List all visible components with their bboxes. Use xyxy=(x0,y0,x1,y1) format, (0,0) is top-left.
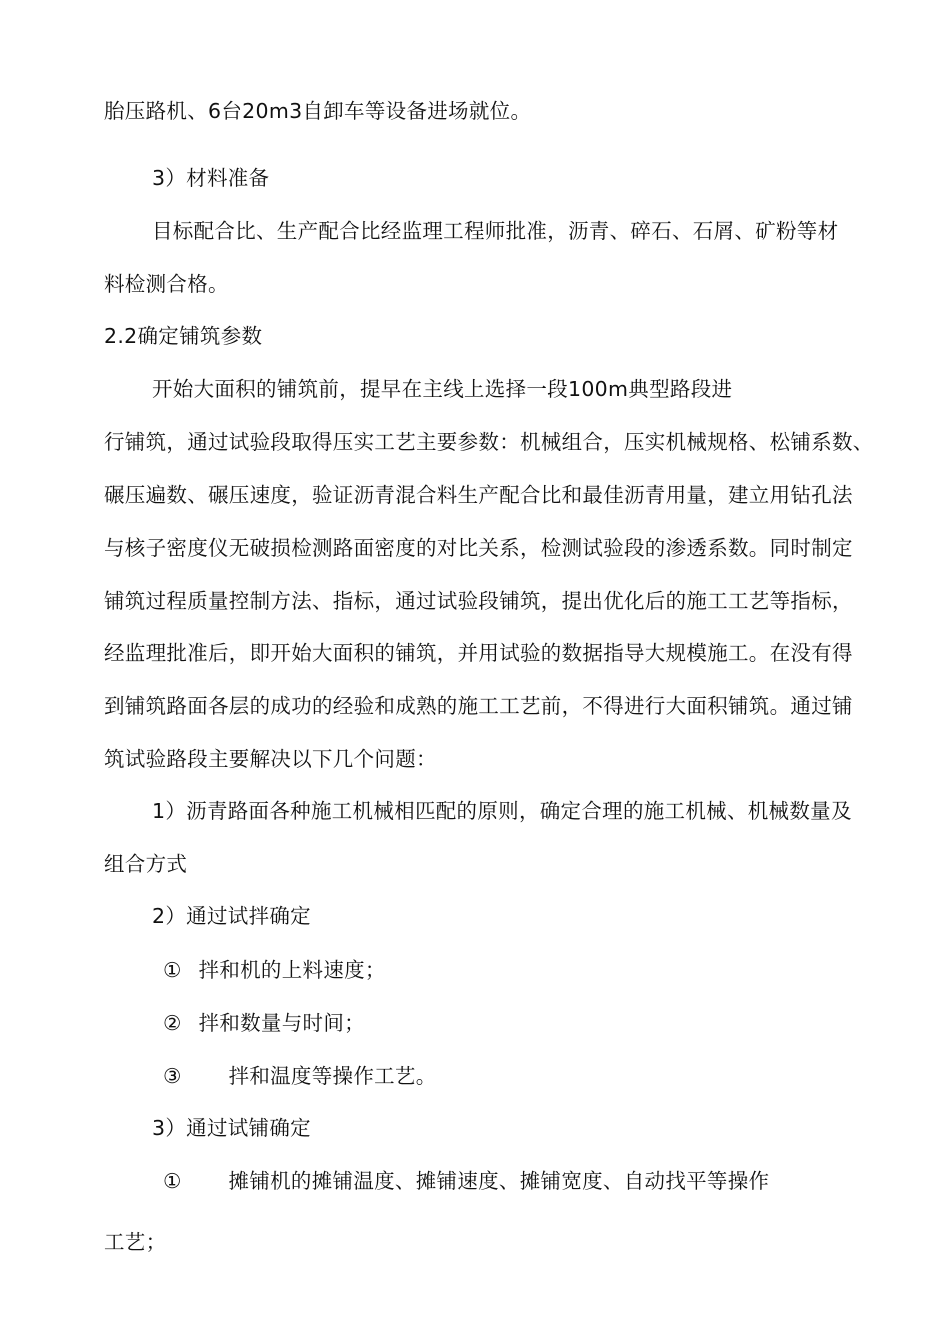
body-line: 碾压遍数、碾压速度，验证沥青混合料生产配合比和最佳沥青用量，建立用钻孔法 xyxy=(104,483,853,507)
circled-number-1: ① xyxy=(163,958,182,982)
sub-list-item xyxy=(163,1168,769,1194)
circled-number-2: ② xyxy=(163,1011,182,1035)
sub-list-text: 拌和温度等操作工艺。 xyxy=(228,1064,437,1088)
sub-list-text: 拌和机的上料速度； xyxy=(198,958,386,982)
body-line: 目标配合比、生产配合比经监理工程师批准，沥青、碎石、石屑、矿粉等材 xyxy=(152,219,839,243)
list-item: 1）沥青路面各种施工机械相匹配的原则，确定合理的施工机械、机械数量及 xyxy=(152,799,852,823)
subheading-trial-mix: 2）通过试拌确定 xyxy=(152,904,311,928)
sub-list-item xyxy=(163,957,386,983)
body-line: 经监理批准后，即开始大面积的铺筑，并用试验的数据指导大规模施工。在没有得 xyxy=(104,641,853,665)
list-item-continuation: 组合方式 xyxy=(104,852,188,876)
body-line: 筑试验路段主要解决以下几个问题： xyxy=(104,747,437,771)
sub-list-text: 摊铺机的摊铺温度、摊铺速度、摊铺宽度、自动找平等操作 xyxy=(228,1169,770,1193)
body-line: 胎压路机、6台20m3自卸车等设备进场就位。 xyxy=(104,99,532,123)
subheading-trial-paving: 3）通过试铺确定 xyxy=(152,1116,311,1140)
body-line: 料检测合格。 xyxy=(104,272,229,296)
subheading-materials: 3）材料准备 xyxy=(152,166,270,190)
sub-list-item xyxy=(163,1010,365,1036)
circled-number-3: ③ xyxy=(163,1064,182,1088)
sub-list-text: 拌和数量与时间； xyxy=(198,1011,365,1035)
body-line: 铺筑过程质量控制方法、指标，通过试验段铺筑，提出优化后的施工工艺等指标， xyxy=(104,589,853,613)
sub-list-continuation: 工艺； xyxy=(104,1230,167,1254)
body-line: 与核子密度仪无破损检测路面密度的对比关系，检测试验段的渗透系数。同时制定 xyxy=(104,536,853,560)
body-line: 到铺筑路面各层的成功的经验和成熟的施工工艺前，不得进行大面积铺筑。通过铺 xyxy=(104,694,853,718)
body-line: 开始大面积的铺筑前，提早在主线上选择一段100m典型路段进 xyxy=(152,377,733,401)
section-heading: 2.2确定铺筑参数 xyxy=(104,324,263,348)
sub-list-item xyxy=(163,1063,437,1089)
circled-number-1: ① xyxy=(163,1169,182,1193)
body-line: 行铺筑，通过试验段取得压实工艺主要参数：机械组合，压实机械规格、松铺系数、 xyxy=(104,430,874,454)
